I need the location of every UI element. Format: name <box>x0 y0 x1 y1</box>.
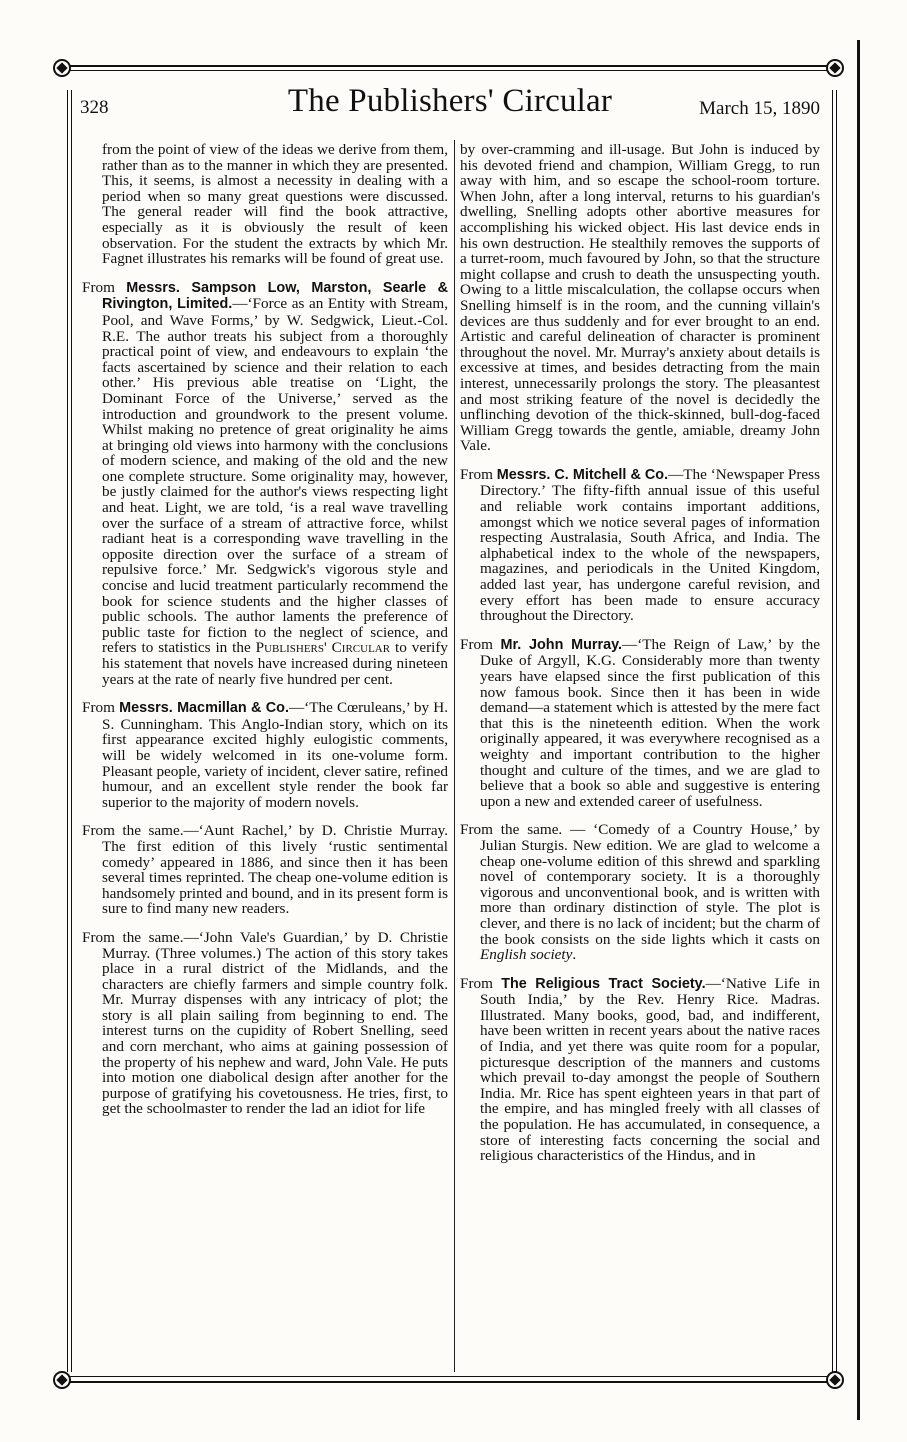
bottom-border-rule-inner <box>62 1376 838 1377</box>
page-number: 328 <box>80 97 109 118</box>
publisher-name: Messrs. C. Mitchell & Co. <box>496 466 669 483</box>
top-border-rule-inner <box>62 70 838 71</box>
publisher-name: The Religious Tract Society. <box>501 975 706 992</box>
publisher-name: Messrs. Macmillan & Co. <box>119 700 289 717</box>
corner-ornament-icon <box>53 1371 71 1389</box>
review-entry: From the same.—‘Aunt Rachel,’ by D. Christie Murray. The first edition of this lively ‘rustic sentimental comedy’ appeared in 1886, and since then it has been several times reprinted. The cheap one-volume edition is handsomely printed and bound, and in its present form is sure to find many new readers. <box>82 822 448 918</box>
right-column <box>460 142 820 1164</box>
review-entry: From Messrs. Sampson Low, Marston, Searle & Rivington, Limited.—‘Force as an Entity with Stream, Pool, and Wave Forms,’ by W. Sedgwick, Lieut.-Col. R.E. The author treats his subject from a thoroughly practical point of view, and endeavours to explain ‘the facts ascertained by science and their relation to each other.’ His previous able treatise on ‘Light, the Dominant Force of the Universe,’ served as the introduction and groundwork to the present volume. Whilst making no pretence of great originality he aims at bringing old views into harmony with the conclusions of modern science, and making of the old and the new one complete structure. Some originality may, however, be justly claimed for the author's views respecting light and heat. Light, we are told, ‘is a real wave travelling over the surface of a stream of attractive force, whilst radiant heat is a corresponding wave travelling in the opposite direction over the surface of a stream of repulsive force.’ Mr. Sedgwick's vigorous style and concise and lucid treatment particularly recommend the book for science students and the higher classes of public schools. The author laments the preference of public taste for fiction to the neglect of science, and refers to statistics in the Publishers' Circular to verify his statement that novels have increased during nineteen years at the rate of nearly five hundred per cent. <box>82 278 449 688</box>
review-entry: From Messrs. Macmillan & Co.—‘The Cœruleans,’ by H. S. Cunningham. This Anglo-Indian story, which on its first appearance excited highly eulogistic comments, will be widely welcomed in its one-volume form. Pleasant people, variety of incident, clever satire, refined humour, and an excellent style render the book far superior to the majority of modern novels. <box>82 699 448 811</box>
corner-ornament-icon <box>53 59 71 77</box>
top-border-rule <box>62 65 838 67</box>
journal-title: The Publishers' Circular <box>287 83 613 119</box>
corner-ornament-icon <box>826 1371 844 1389</box>
review-entry: From Mr. John Murray.—‘The Reign of Law,’ by the Duke of Argyll, K.G. Considerably more than twenty years have elapsed since the first publication of this now famous book. Since then it has been in wide demand—a statement which is attested by the mere fact that this is the nineteenth edition. When the work originally appeared, it was everywhere recognised as a weighty and important contribution to the higher thought and culture of the times, and we are glad to believe that a book so able and suggestive is entering upon a new and extended career of usefulness. <box>460 635 820 810</box>
left-border-line <box>67 90 68 1372</box>
page-edge-line <box>857 40 860 1420</box>
paragraph-continued: from the point of view of the ideas we derive from them, rather than as to the manner in which they are presented. This, it seems, is almost a necessity in dealing with a period when so many great questions were discussed. The general reader will find the book attractive, especially as it is obviously the result of keen observation. For the student the extracts by which Mr. Fagnet illustrates his remarks will be found of great use. <box>102 141 448 268</box>
right-border-line <box>832 90 833 1372</box>
corner-ornament-icon <box>826 59 844 77</box>
paragraph-continued: by over-cramming and ill-usage. But John is induced by his devoted friend and champion, William Gregg, to run away with him, and so escape the school-room torture. When John, after a long interval, returns to his guardian's dwelling, Snelling adopts other abortive measures for accomplishing his wicked object. His last device ends in his own destruction. He stealthily removes the supports of a turret-room, much favoured by John, so that the structure might collapse and crush to death the unsuspecting youth. Owing to a little miscalculation, the collapse occurs when Snelling himself is in the room, and the cunning villain's devices are thus suddenly and for ever brought to an end. Artistic and careful delineation of character is prominent throughout the novel. Mr. Murray's anxiety about details is excessive at times, and besides detracting from the main interest, unnecessarily prolongs the story. The pleasantest and most striking feature of the novel is decidedly the unflinching devotion of the thick-skinned, bull-dog-faced William Gregg towards the gentle, amiable, dreamy John Vale. <box>460 141 820 455</box>
left-border-line <box>71 90 72 1372</box>
journal-name: Publishers' Circular <box>255 639 391 657</box>
bottom-border-rule <box>62 1381 838 1383</box>
right-border-line <box>836 90 837 1372</box>
review-entry: From the same.—‘John Vale's Guardian,’ by D. Christie Murray. (Three volumes.) The action of this story takes place in a rural district of the Midlands, and the characters are chiefly farmers and simple country folk. Mr. Murray dispenses with any intricacy of plot; the story is all plain sailing from beginning to end. The interest turns on the cupidity of Robert Snelling, seed and corn merchant, who aims at gaining possession of the property of his nephew and ward, John Vale. He puts into motion one diabolical design after another for the purpose of gratifying his covetousness. He tries, first, to get the schoolmaster to render the lad an idiot for life <box>82 928 448 1118</box>
column-divider <box>454 140 455 1372</box>
review-entry: From The Religious Tract Society.—‘Native Life in South India,’ by the Rev. Henry Rice. Madras. Illustrated. Many books, good, bad, and indifferent, have been written in recent years about the native races of India, and yet there was quite room for a popular, picturesque description of the manners and customs which prevail to-day amongst the people of Southern India. Mr. Rice has spent eighteen years in that part of the empire, and has mingled freely with all classes of the population. He has accumulated, in consequence, a store of interesting facts concerning the social and religious characteristics of the Hindus, and in <box>460 974 821 1165</box>
issue-date: March 15, 1890 <box>699 98 820 119</box>
page-header <box>80 80 820 130</box>
review-entry: From Messrs. C. Mitchell & Co.—The ‘Newspaper Press Directory.’ The fifty-fifth annual issue of this useful and reliable work contains important additions, amongst which we notice several pages of information respecting Australasia, South Africa, and India. The alphabetical index to the whole of the newspapers, magazines, and periodicals in the United Kingdom, added last year, has undergone careful revision, and every effort has been made to ensure accuracy throughout the Directory. <box>460 465 820 625</box>
publisher-name: Mr. John Murray. <box>500 636 623 653</box>
publisher-name: Messrs. Sampson Low, Marston, Searle & Rivington, Limited. <box>102 279 448 313</box>
left-column <box>82 142 448 1117</box>
review-entry: From the same. — ‘Comedy of a Country House,’ by Julian Sturgis. New edition. We are glad to welcome a cheap one-volume edition of this shrewd and sparkling novel of contemporary society. It is a thoroughly vigorous and unconventional book, and is written with more than ordinary distinction of style. The plot is clever, and there is no lack of incident; but the charm of the book consists on the side lights which it casts on English society. <box>460 821 820 964</box>
